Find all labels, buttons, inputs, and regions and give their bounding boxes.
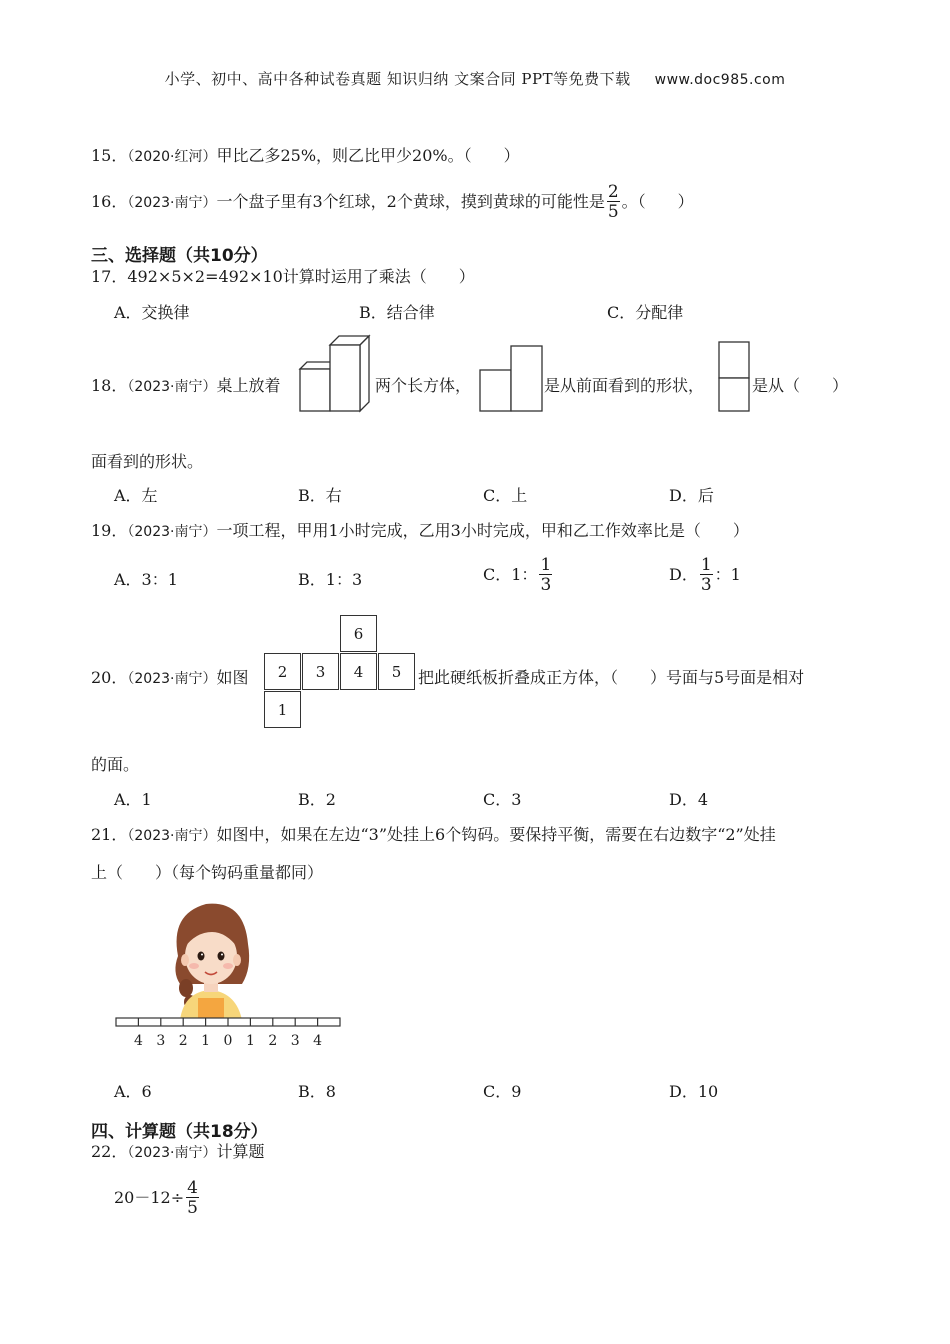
q18-text-c: 是从前面看到的形状， <box>544 376 705 395</box>
net-face-2: 2 <box>264 653 301 690</box>
q16-tail: 。（ ） <box>621 192 694 211</box>
q20-text-a: 如图 <box>216 668 249 687</box>
q17-text: 492×5×2=492×10计算时运用了乘法（ ） <box>127 267 475 286</box>
q16-source: （2023·南宁） <box>127 195 217 211</box>
q19-c-frac-num: 1 <box>540 555 552 575</box>
q20-option-c[interactable]: C．3 <box>483 790 522 809</box>
net-face-6: 6 <box>340 615 377 652</box>
q18-cuboids-3d-figure <box>299 335 375 413</box>
q22-frac-num: 4 <box>187 1178 198 1198</box>
section-4-title: 四、计算题（共18分） <box>91 1122 268 1142</box>
q18-text-a: 桌上放着 <box>216 376 281 395</box>
scale-label-left-1: 1 <box>201 1033 211 1049</box>
q16-frac-num: 2 <box>607 182 619 202</box>
q19-option-c[interactable] <box>483 557 554 594</box>
q15-source: （2020·红河） <box>127 149 217 165</box>
q19-option-d[interactable] <box>669 557 741 594</box>
header-url[interactable]: www.doc985.com <box>654 72 786 88</box>
q18-option-b[interactable]: B．右 <box>298 486 342 505</box>
scale-label-right-4: 4 <box>313 1033 323 1049</box>
question-17 <box>91 265 475 289</box>
q22-source: （2023·南宁） <box>127 1145 217 1161</box>
question-22 <box>91 1140 264 1165</box>
scale-label-left-3: 3 <box>156 1033 166 1049</box>
q21-option-b[interactable]: B．8 <box>298 1082 336 1101</box>
q20-source: （2023·南宁） <box>127 671 217 687</box>
question-15 <box>91 144 520 169</box>
q18-continuation: 面看到的形状。 <box>91 452 204 471</box>
question-19 <box>91 519 749 544</box>
q15-text: 甲比乙多25%，则乙比甲少20%。（ ） <box>216 146 520 165</box>
q20-option-b[interactable]: B．2 <box>298 790 336 809</box>
q19-option-d-fraction <box>700 557 713 594</box>
q20-option-a[interactable]: A．1 <box>114 790 152 809</box>
scale-label-right-2: 2 <box>268 1033 278 1049</box>
q16-frac-den: 5 <box>607 202 619 222</box>
net-face-1: 1 <box>264 691 301 728</box>
q22-number: 22． <box>91 1142 128 1161</box>
q17-option-b[interactable]: B．结合律 <box>359 303 435 322</box>
question-20-prefix <box>91 666 248 691</box>
q22-expression <box>114 1180 201 1217</box>
q19-d-frac-num: 1 <box>700 555 712 575</box>
q21-lever-scale <box>114 1015 344 1051</box>
q20-number: 20． <box>91 668 128 687</box>
q18-option-d[interactable]: D．后 <box>669 486 714 505</box>
q19-option-d-suffix: ：1 <box>714 565 741 584</box>
q19-source: （2023·南宁） <box>127 524 217 540</box>
q22-expr-text: 20－12÷ <box>114 1188 185 1207</box>
q18-source: （2023·南宁） <box>127 379 217 395</box>
q22-text: 计算题 <box>216 1142 265 1161</box>
scale-label-left-2: 2 <box>178 1033 188 1049</box>
scale-label-left-4: 4 <box>133 1033 143 1049</box>
q18-option-a[interactable]: A．左 <box>114 486 158 505</box>
q20-cube-net <box>264 615 418 731</box>
q16-text: 一个盘子里有3个红球，2个黄球，摸到黄球的可能性是 <box>216 192 605 211</box>
q18-side-view-figure <box>718 341 752 413</box>
q22-frac-den: 5 <box>187 1198 198 1218</box>
q15-number: 15． <box>91 146 128 165</box>
q16-fraction <box>607 184 620 221</box>
q21-source: （2023·南宁） <box>127 828 217 844</box>
question-18-prefix <box>91 374 280 399</box>
net-face-3: 3 <box>302 653 339 690</box>
q21-option-d[interactable]: D．10 <box>669 1082 719 1101</box>
q21-option-a[interactable]: A．6 <box>114 1082 152 1101</box>
q19-option-d-prefix: D． <box>669 565 698 584</box>
q21-continuation: 上（ ）（每个钩码重量都同） <box>91 863 324 882</box>
q17-option-c[interactable]: C．分配律 <box>607 303 684 322</box>
q21-text: 如图中，如果在左边“3”处挂上6个钩码。要保持平衡，需要在右边数字“2”处挂 <box>216 825 776 844</box>
q17-option-a[interactable]: A．交换律 <box>114 303 190 322</box>
question-21 <box>91 823 776 848</box>
q16-number: 16． <box>91 192 128 211</box>
q19-option-c-prefix: C．1： <box>483 565 538 584</box>
q19-text: 一项工程，甲用1小时完成，乙用3小时完成，甲和乙工作效率比是（ ） <box>216 521 749 540</box>
scale-label-right-1: 1 <box>245 1033 255 1049</box>
scale-label-center-0: 0 <box>223 1033 233 1049</box>
q18-text-d: 是从（ ） <box>752 376 849 395</box>
q22-fraction <box>186 1180 199 1217</box>
q18-front-view-figure <box>479 345 545 413</box>
q21-girl-illustration <box>160 896 260 1020</box>
q19-option-c-fraction <box>539 557 552 594</box>
q21-number: 21． <box>91 825 128 844</box>
section-3-title: 三、选择题（共10分） <box>91 246 268 266</box>
page-header <box>0 68 950 89</box>
header-title: 小学、初中、高中各种试卷真题 知识归纳 文案合同 PPT等免费下载 <box>164 70 631 88</box>
q19-c-frac-den: 3 <box>540 575 552 595</box>
q19-d-frac-den: 3 <box>700 575 712 595</box>
q20-continuation: 的面。 <box>91 755 140 774</box>
q18-text-b: 两个长方体， <box>375 376 472 395</box>
q19-option-b[interactable]: B．1：3 <box>298 570 363 589</box>
q20-option-d[interactable]: D．4 <box>669 790 709 809</box>
q18-option-c[interactable]: C．上 <box>483 486 528 505</box>
question-16 <box>91 184 694 221</box>
q19-option-a[interactable]: A．3：1 <box>114 570 178 589</box>
q19-number: 19． <box>91 521 128 540</box>
q17-number: 17． <box>91 267 128 286</box>
q18-number: 18． <box>91 376 128 395</box>
q20-text-b: 把此硬纸板折叠成正方体，（ ）号面与5号面是相对 <box>418 668 805 687</box>
q21-option-c[interactable]: C．9 <box>483 1082 522 1101</box>
net-face-4: 4 <box>340 653 377 690</box>
net-face-5: 5 <box>378 653 415 690</box>
scale-label-right-3: 3 <box>290 1033 300 1049</box>
